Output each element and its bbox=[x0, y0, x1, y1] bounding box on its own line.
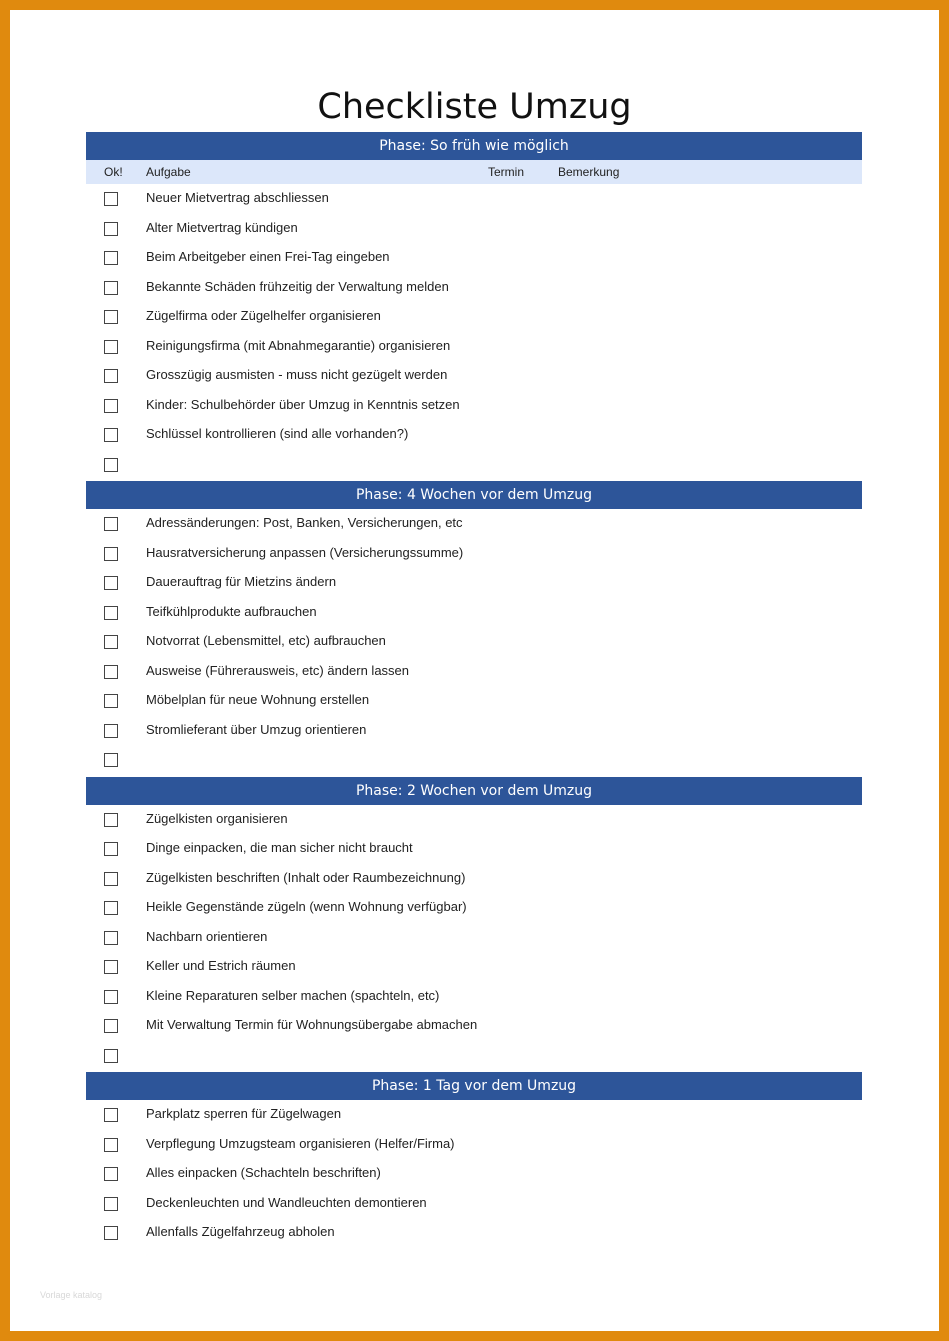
task-label: Adressänderungen: Post, Banken, Versicherungen, etc bbox=[146, 515, 463, 530]
column-header-task: Aufgabe bbox=[146, 165, 191, 179]
task-label: Grosszügig ausmisten - muss nicht gezügelt werden bbox=[146, 367, 448, 382]
task-checkbox[interactable] bbox=[104, 547, 118, 561]
task-row bbox=[86, 1011, 862, 1041]
task-checkbox[interactable] bbox=[104, 310, 118, 324]
task-checkbox[interactable] bbox=[104, 576, 118, 590]
task-row bbox=[86, 450, 862, 480]
task-label: Beim Arbeitgeber einen Frei-Tag eingeben bbox=[146, 249, 390, 264]
task-checkbox[interactable] bbox=[104, 281, 118, 295]
phase-header: Phase: So früh wie möglich bbox=[86, 132, 862, 160]
task-label: Heikle Gegenstände zügeln (wenn Wohnung verfügbar) bbox=[146, 899, 467, 914]
task-label: Keller und Estrich räumen bbox=[146, 958, 296, 973]
watermark: Vorlage katalog bbox=[40, 1290, 103, 1300]
task-row bbox=[86, 686, 862, 716]
task-label: Zügelkisten organisieren bbox=[146, 810, 288, 826]
task-label: Hausratversicherung anpassen (Versicherungssumme) bbox=[146, 544, 464, 560]
task-checkbox[interactable] bbox=[104, 813, 118, 827]
task-row bbox=[86, 568, 862, 598]
task-label: Parkplatz sperren für Zügelwagen bbox=[146, 1106, 342, 1121]
task-checkbox[interactable] bbox=[104, 872, 118, 886]
column-header-row bbox=[86, 160, 862, 184]
task-label: Alles einpacken (Schachteln beschriften) bbox=[146, 1165, 381, 1180]
task-label: Ausweise (Führerausweis, etc) ändern lassen bbox=[146, 662, 410, 678]
task-row bbox=[86, 1041, 862, 1071]
column-header-date: Termin bbox=[488, 165, 525, 179]
task-checkbox[interactable] bbox=[104, 1138, 118, 1152]
task-checkbox[interactable] bbox=[104, 665, 118, 679]
task-row bbox=[86, 657, 862, 687]
task-label: Verpflegung Umzugsteam organisieren (Helfer/Firma) bbox=[146, 1135, 455, 1151]
task-label: Deckenleuchten und Wandleuchten demontieren bbox=[146, 1194, 427, 1210]
phase-header: Phase: 4 Wochen vor dem Umzug bbox=[86, 481, 862, 509]
task-checkbox[interactable] bbox=[104, 222, 118, 236]
task-label: Stromlieferant über Umzug orientieren bbox=[146, 721, 367, 737]
column-header-remark: Bemerkung bbox=[558, 165, 620, 179]
task-checkbox[interactable] bbox=[104, 694, 118, 708]
task-row bbox=[86, 214, 862, 244]
task-label: Neuer Mietvertrag abschliessen bbox=[146, 190, 329, 205]
task-label: Zügelkisten beschriften (Inhalt oder Raumbezeichnung) bbox=[146, 869, 466, 885]
task-checkbox[interactable] bbox=[104, 399, 118, 413]
task-row bbox=[86, 332, 862, 362]
task-row bbox=[86, 391, 862, 421]
phase-header: Phase: 2 Wochen vor dem Umzug bbox=[86, 777, 862, 805]
task-row bbox=[86, 805, 862, 835]
task-label: Notvorrat (Lebensmittel, etc) aufbrauchen bbox=[146, 633, 386, 648]
task-row bbox=[86, 893, 862, 923]
task-label: Möbelplan für neue Wohnung erstellen bbox=[146, 692, 370, 707]
task-row bbox=[86, 302, 862, 332]
task-checkbox[interactable] bbox=[104, 606, 118, 620]
task-label: Dauerauftrag für Mietzins ändern bbox=[146, 574, 337, 589]
task-row bbox=[86, 1130, 862, 1160]
task-checkbox[interactable] bbox=[104, 369, 118, 383]
task-checkbox[interactable] bbox=[104, 842, 118, 856]
page-title: Checkliste Umzug bbox=[317, 87, 632, 127]
column-header-ok: Ok! bbox=[104, 165, 123, 179]
task-checkbox[interactable] bbox=[104, 1019, 118, 1033]
task-label: Nachbarn orientieren bbox=[146, 928, 268, 944]
task-row bbox=[86, 1100, 862, 1130]
task-checkbox[interactable] bbox=[104, 251, 118, 265]
task-row bbox=[86, 627, 862, 657]
task-label: Kleine Reparaturen selber machen (spachteln, etc) bbox=[146, 987, 440, 1003]
task-row bbox=[86, 952, 862, 982]
task-row bbox=[86, 361, 862, 391]
task-checkbox[interactable] bbox=[104, 635, 118, 649]
task-row bbox=[86, 598, 862, 628]
task-label: Schlüssel kontrollieren (sind alle vorhanden?) bbox=[146, 426, 409, 441]
task-label: Alter Mietvertrag kündigen bbox=[146, 219, 298, 235]
task-label: Reinigungsfirma (mit Abnahmegarantie) organisieren bbox=[146, 337, 451, 353]
task-checkbox[interactable] bbox=[104, 724, 118, 738]
task-label: Zügelfirma oder Zügelhelfer organisieren bbox=[146, 308, 381, 323]
task-row bbox=[86, 834, 862, 864]
task-row bbox=[86, 1189, 862, 1219]
task-row bbox=[86, 923, 862, 953]
task-row bbox=[86, 420, 862, 450]
task-row bbox=[86, 864, 862, 894]
phase-header: Phase: 1 Tag vor dem Umzug bbox=[86, 1072, 862, 1100]
task-label: Dinge einpacken, die man sicher nicht braucht bbox=[146, 840, 413, 855]
task-row bbox=[86, 273, 862, 303]
task-checkbox[interactable] bbox=[104, 458, 118, 472]
task-label: Bekannte Schäden frühzeitig der Verwaltung melden bbox=[146, 278, 449, 294]
task-checkbox[interactable] bbox=[104, 340, 118, 354]
task-label: Kinder: Schulbehörder über Umzug in Kenntnis setzen bbox=[146, 396, 460, 412]
document-page bbox=[10, 10, 939, 1331]
task-checkbox[interactable] bbox=[104, 1167, 118, 1181]
task-checkbox[interactable] bbox=[104, 901, 118, 915]
task-checkbox[interactable] bbox=[104, 960, 118, 974]
task-row bbox=[86, 509, 862, 539]
task-checkbox[interactable] bbox=[104, 931, 118, 945]
task-label: Teifkühlprodukte aufbrauchen bbox=[146, 603, 317, 619]
task-row bbox=[86, 982, 862, 1012]
task-checkbox[interactable] bbox=[104, 1226, 118, 1240]
task-checkbox[interactable] bbox=[104, 753, 118, 767]
task-checkbox[interactable] bbox=[104, 990, 118, 1004]
task-checkbox[interactable] bbox=[104, 1049, 118, 1063]
task-row bbox=[86, 716, 862, 746]
task-checkbox[interactable] bbox=[104, 517, 118, 531]
task-row bbox=[86, 1218, 862, 1248]
task-checkbox[interactable] bbox=[104, 1108, 118, 1122]
task-label: Allenfalls Zügelfahrzeug abholen bbox=[146, 1224, 335, 1239]
task-checkbox[interactable] bbox=[104, 428, 118, 442]
task-row bbox=[86, 539, 862, 569]
task-row bbox=[86, 1159, 862, 1189]
task-row bbox=[86, 745, 862, 775]
checklist-table bbox=[86, 130, 862, 1248]
task-checkbox[interactable] bbox=[104, 192, 118, 206]
task-row bbox=[86, 184, 862, 214]
task-checkbox[interactable] bbox=[104, 1197, 118, 1211]
task-row bbox=[86, 243, 862, 273]
task-label: Mit Verwaltung Termin für Wohnungsübergabe abmachen bbox=[146, 1017, 478, 1032]
